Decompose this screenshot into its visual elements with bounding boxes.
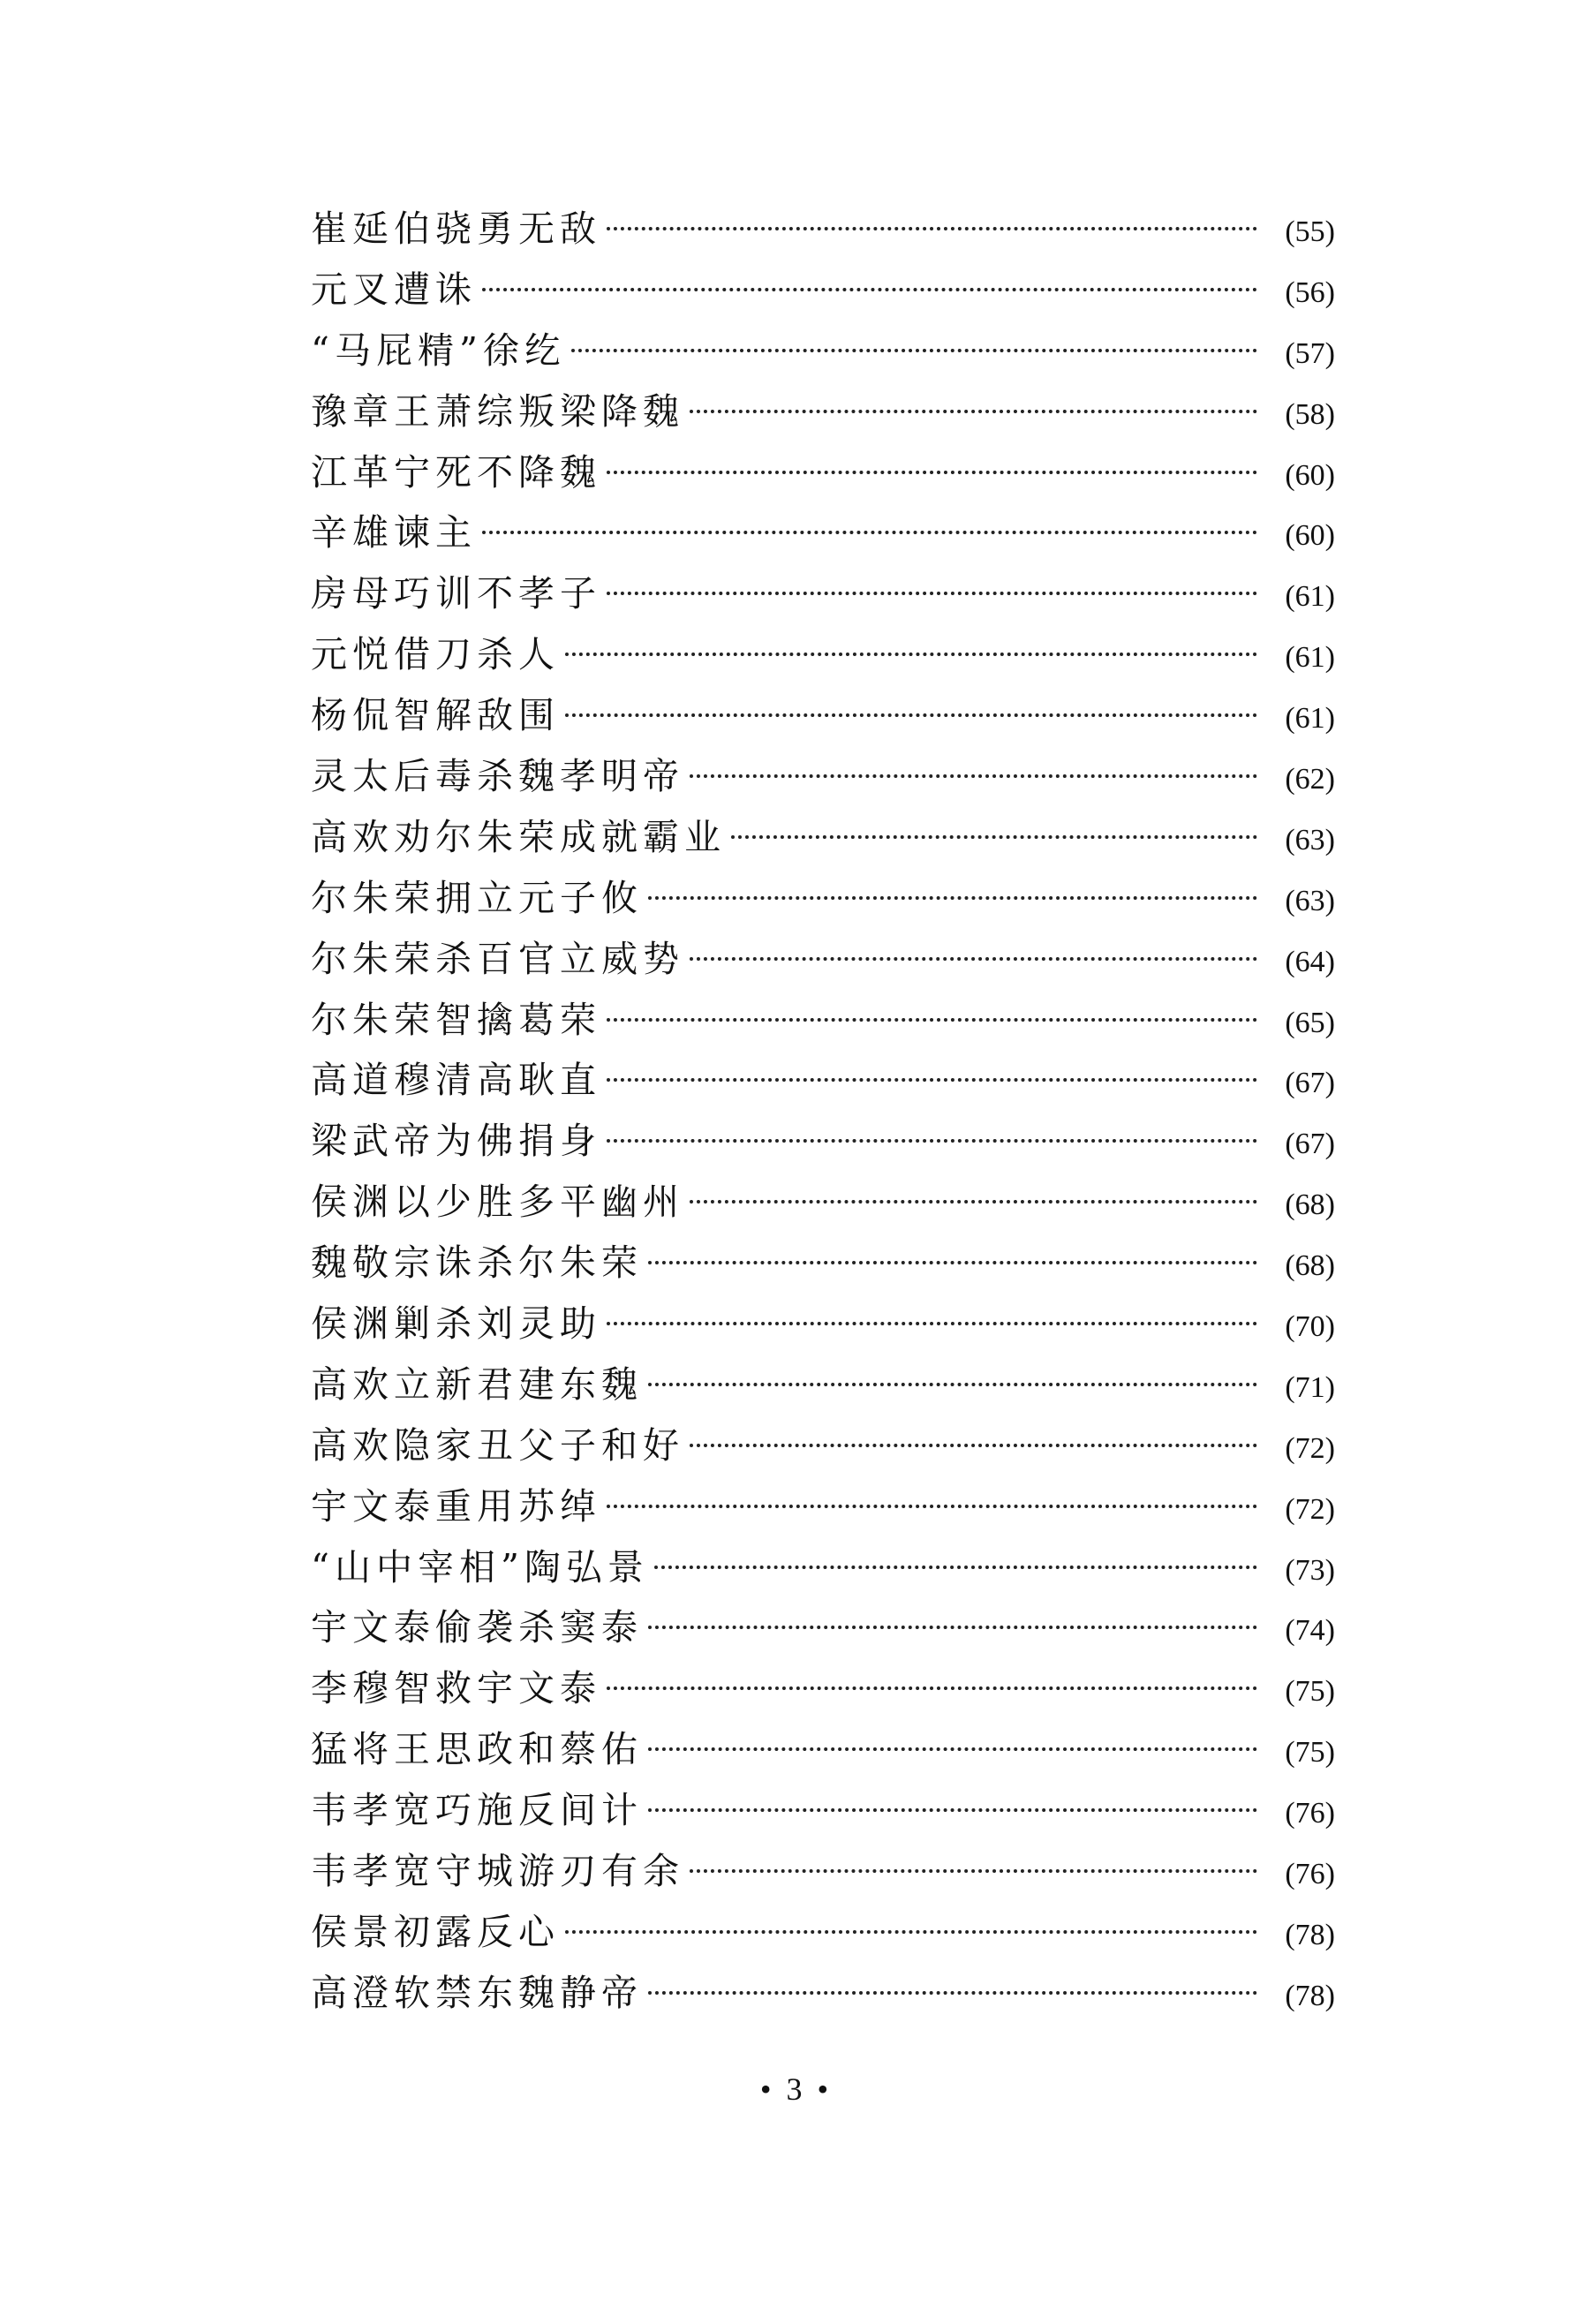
dot-leader <box>648 1383 1257 1386</box>
toc-entry-title: 杨侃智解敌围 <box>311 694 560 737</box>
dot-leader <box>565 1930 1257 1934</box>
dot-leader <box>565 713 1257 717</box>
toc-entry <box>311 1719 1335 1780</box>
toc-entry-title: 房母巧训不孝子 <box>311 572 601 615</box>
toc-entry-title: 高欢劝尔朱荣成就霸业 <box>311 815 726 858</box>
toc-entry <box>311 502 1335 563</box>
dot-leader <box>607 471 1257 474</box>
dot-leader <box>648 1261 1257 1264</box>
dot-leader <box>648 1991 1257 1995</box>
toc-entry <box>311 563 1335 624</box>
toc-entry-page: (76) <box>1285 1858 1335 1891</box>
dot-leader <box>690 774 1257 778</box>
toc-entry-title: 尔朱荣智擒葛荣 <box>311 998 601 1041</box>
toc-entry <box>311 1415 1335 1476</box>
toc-entry-page: (67) <box>1285 1128 1335 1161</box>
toc-entry-page: (62) <box>1285 763 1335 796</box>
page-number: • 3 • <box>759 2071 833 2107</box>
toc-entry <box>311 1597 1335 1658</box>
toc-entry-page: (58) <box>1285 397 1335 431</box>
toc-entry-title: 侯渊以少胜多平幽州 <box>311 1181 684 1224</box>
toc-entry-title: 崔延伯骁勇无敌 <box>311 208 601 250</box>
toc-entry-title: 高欢立新君建东魏 <box>311 1362 643 1406</box>
dot-leader <box>648 1626 1257 1629</box>
toc-entry <box>311 1658 1335 1719</box>
toc-entry-title: “山中宰相”陶弘景 <box>311 1545 649 1588</box>
toc-entry <box>311 442 1335 503</box>
toc-entry-page: (64) <box>1285 945 1335 978</box>
dot-leader <box>731 835 1257 839</box>
toc-entry-page: (56) <box>1285 275 1335 309</box>
toc-entry-title: 韦孝宽守城游刃有余 <box>311 1850 684 1893</box>
toc-entry-page: (75) <box>1285 1675 1335 1709</box>
dot-leader <box>482 288 1257 291</box>
toc-entry <box>311 1841 1335 1902</box>
dot-leader <box>690 1869 1257 1873</box>
toc-entry <box>311 1294 1335 1354</box>
toc-entry <box>311 1537 1335 1598</box>
dot-leader <box>648 896 1257 900</box>
toc-entry-page: (78) <box>1285 1918 1335 1951</box>
dot-leader <box>690 1200 1257 1204</box>
toc-entry-page: (61) <box>1285 641 1335 675</box>
toc-entry-page: (65) <box>1285 1006 1335 1039</box>
toc-entry-title: 元悦借刀杀人 <box>311 633 560 676</box>
toc-entry-page: (73) <box>1285 1553 1335 1587</box>
toc-entry <box>311 260 1335 321</box>
dot-leader <box>607 1078 1257 1082</box>
toc-entry-page: (61) <box>1285 580 1335 614</box>
dot-leader <box>690 1444 1257 1447</box>
toc-entry <box>311 381 1335 442</box>
dot-leader <box>648 1747 1257 1751</box>
toc-entry-title: 江革宁死不降魏 <box>311 450 601 494</box>
toc-entry <box>311 321 1335 381</box>
toc-entry <box>311 1233 1335 1294</box>
toc-entry-page: (55) <box>1285 215 1335 248</box>
toc-entry <box>311 807 1335 868</box>
toc-entry-title: 高欢隐家丑父子和好 <box>311 1423 684 1467</box>
dot-leader <box>690 410 1257 413</box>
dot-leader <box>654 1566 1257 1569</box>
toc-entry-title: 高澄软禁东魏静帝 <box>311 1971 643 2014</box>
toc-entry <box>311 199 1335 260</box>
toc-entry <box>311 1354 1335 1415</box>
toc-entry-title: 豫章王萧综叛梁降魏 <box>311 389 684 433</box>
toc-entry <box>311 929 1335 990</box>
toc-entry-page: (67) <box>1285 1067 1335 1100</box>
toc-entry-page: (68) <box>1285 1188 1335 1222</box>
dot-leader <box>607 227 1257 230</box>
toc-entry-title: 高道穆清高耿直 <box>311 1059 601 1102</box>
toc-entry-page: (72) <box>1285 1492 1335 1526</box>
toc-entry-page: (60) <box>1285 458 1335 492</box>
dot-leader <box>607 1139 1257 1143</box>
toc-entry <box>311 1476 1335 1537</box>
toc-entry-title: 辛雄谏主 <box>311 511 477 555</box>
dot-leader <box>607 592 1257 595</box>
toc-entry-title: 韦孝宽巧施反间计 <box>311 1789 643 1832</box>
dot-leader <box>648 1808 1257 1812</box>
toc-entry <box>311 624 1335 685</box>
toc-entry-page: (57) <box>1285 336 1335 370</box>
toc-entry-page: (71) <box>1285 1370 1335 1404</box>
toc-entry-page: (78) <box>1285 1979 1335 2012</box>
dot-leader <box>607 1505 1257 1508</box>
dot-leader <box>690 957 1257 961</box>
toc-entry-title: 李穆智救宇文泰 <box>311 1667 601 1710</box>
toc-entry-title: 侯景初露反心 <box>311 1910 560 1953</box>
toc-entry-title: 尔朱荣杀百官立威势 <box>311 937 684 980</box>
table-of-contents <box>311 199 1335 2024</box>
toc-entry-page: (63) <box>1285 884 1335 917</box>
dot-leader <box>565 653 1257 656</box>
toc-entry-page: (61) <box>1285 702 1335 736</box>
toc-entry-title: 宇文泰偷袭杀窦泰 <box>311 1606 643 1649</box>
toc-entry-page: (70) <box>1285 1310 1335 1344</box>
toc-entry-page: (74) <box>1285 1614 1335 1648</box>
dot-leader <box>571 349 1257 352</box>
toc-entry-page: (60) <box>1285 519 1335 553</box>
toc-entry <box>311 1780 1335 1841</box>
toc-entry-title: 魏敬宗诛杀尔朱荣 <box>311 1241 643 1285</box>
toc-entry-page: (75) <box>1285 1736 1335 1769</box>
toc-entry-page: (76) <box>1285 1797 1335 1830</box>
toc-entry-title: 猛将王思政和蔡佑 <box>311 1728 643 1771</box>
toc-entry-title: 宇文泰重用苏绰 <box>311 1484 601 1528</box>
dot-leader <box>607 1018 1257 1022</box>
toc-entry <box>311 1902 1335 1963</box>
toc-entry <box>311 685 1335 746</box>
dot-leader <box>607 1322 1257 1325</box>
dot-leader <box>607 1686 1257 1690</box>
toc-entry-title: “马屁精”徐纥 <box>311 328 566 372</box>
toc-entry <box>311 1963 1335 2024</box>
toc-entry-page: (68) <box>1285 1249 1335 1283</box>
toc-entry <box>311 1111 1335 1172</box>
toc-entry-title: 梁武帝为佛捐身 <box>311 1120 601 1163</box>
toc-entry-title: 尔朱荣拥立元子攸 <box>311 876 643 919</box>
toc-entry <box>311 990 1335 1051</box>
toc-entry-page: (72) <box>1285 1431 1335 1465</box>
toc-entry-page: (63) <box>1285 823 1335 856</box>
dot-leader <box>482 531 1257 534</box>
toc-entry <box>311 746 1335 807</box>
toc-entry-title: 灵太后毒杀魏孝明帝 <box>311 755 684 798</box>
toc-entry-title: 侯渊剿杀刘灵助 <box>311 1302 601 1346</box>
toc-entry <box>311 868 1335 929</box>
toc-entry <box>311 1050 1335 1111</box>
toc-entry <box>311 1172 1335 1233</box>
toc-entry-title: 元叉遭诛 <box>311 268 477 311</box>
